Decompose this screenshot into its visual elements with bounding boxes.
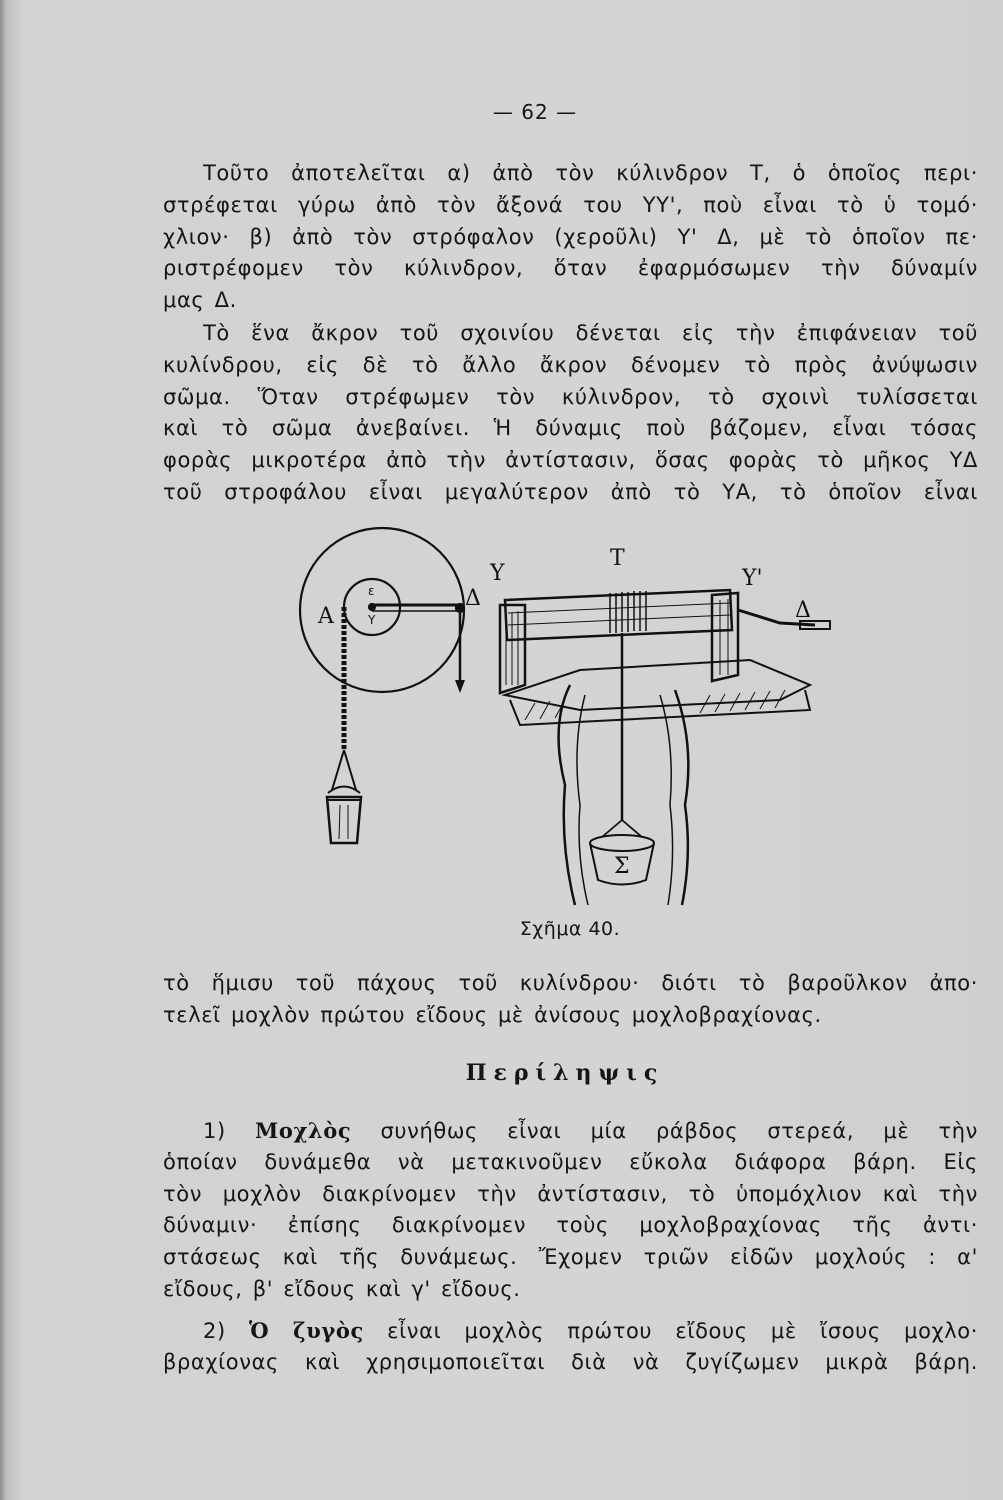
- windlass-cylinder: [505, 590, 732, 640]
- text-line: τὸν μοχλὸν διακρίνομεν τὴν ἀντίστασιν, τὸ ὑπομόχλιον καὶ τὴν: [163, 1181, 978, 1206]
- figure-windlass-illustration: [280, 525, 860, 920]
- text-line: τελεῖ μοχλὸν πρώτου εἴδους μὲ ἀνίσους μοχλοβραχίονας.: [163, 1002, 822, 1027]
- text-fragment: εἶναι μοχλὸς πρώτου εἴδους μὲ ἴσους μοχλο·: [387, 1319, 979, 1343]
- text-line: [163, 1115, 978, 1147]
- text-line: στάσεως καὶ τῆς δυνάμεως. Ἔχομεν τριῶν εἰδῶν μοχλούς : α': [163, 1245, 978, 1270]
- text-line: καὶ τὸ σῶμα ἀνεβαίνει. Ἡ δύναμις ποὺ βάζομεν, εἶναι τόσας: [163, 416, 978, 441]
- label-upsilon-left: Υ: [490, 561, 505, 586]
- text-line: δύναμιν· ἐπίσης διακρίνομεν τοὺς μοχλοβραχίονας τῆς ἀντι·: [163, 1213, 978, 1238]
- text-line: εἴδους, β' εἴδους καὶ γ' εἴδους.: [163, 1276, 521, 1301]
- text-line: ὁποίαν δυνάμεθα νὰ μετακινοῦμεν εὔκολα διάφορα βάρη. Εἰς: [163, 1149, 978, 1174]
- text-line: σῶμα. Ὅταν στρέφωμεν τὸν κύλινδρον, τὸ σχοινὶ τυλίσσεται: [163, 384, 978, 409]
- label-delta-left: Δ: [465, 586, 481, 611]
- text-line: Τὸ ἕνα ἄκρον τοῦ σχοινίου δένεται εἰς τὴν ἐπιφάνειαν τοῦ: [203, 321, 978, 345]
- text-line: χλιον· β) ἀπὸ τὸν στρόφαλον (χεροῦλι) Υ' Δ, μὲ τὸ ὁποῖον πε·: [163, 224, 978, 249]
- text-line: τοῦ στροφάλου εἶναι μεγαλύτερον ἀπὸ τὸ ΥΑ, τὸ ὁποῖον εἶναι: [163, 479, 978, 504]
- label-epsilon: ε: [368, 584, 375, 598]
- item-number: 1): [203, 1119, 226, 1143]
- label-A: Α: [318, 604, 334, 629]
- summary-heading: Περίληψις: [465, 1060, 665, 1086]
- right-post: [712, 593, 738, 681]
- well-hatching: [525, 690, 785, 720]
- text-line: φορὰς μικροτέρα ἀπὸ τὴν ἀντίστασιν, ὅσας φορὰς τὸ μῆκος ΥΔ: [163, 448, 978, 473]
- bold-term: Μοχλὸς: [255, 1118, 352, 1143]
- summary-item-scale: [163, 1315, 978, 1379]
- paragraph-windlass-parts: [163, 158, 978, 317]
- page-number: — 62 —: [492, 100, 578, 124]
- windlass-diagram: [500, 590, 830, 905]
- label-delta-right: Δ: [795, 598, 811, 623]
- text-fragment: συνήθως εἶναι μία ράβδος στερεά, μὲ τὴν: [380, 1119, 979, 1143]
- summary-item-lever: [163, 1115, 978, 1306]
- wheel-diagram: [300, 528, 465, 843]
- paragraph-rope-explanation: [163, 318, 978, 509]
- well-wall-right: [675, 690, 688, 905]
- label-upsilon-small: Υ: [368, 613, 376, 627]
- text-line: Τοῦτο ἀποτελεῖται α) ἀπὸ τὸν κύλινδρον Τ, ὁ ὁποῖος περι·: [203, 161, 978, 185]
- figure-caption: Σχῆμα 40.: [519, 918, 621, 940]
- well-wall-left: [559, 685, 575, 905]
- bucket-left: [327, 797, 361, 843]
- label-upsilon-right: Υ': [742, 566, 763, 591]
- label-sigma: Σ: [614, 854, 630, 879]
- text-line: στρέφεται γύρω ἀπὸ τὸν ἄξονά του ΥΥ', ποὺ εἶναι τὸ ὑ τομό·: [163, 192, 978, 217]
- text-line: κυλίνδρου, εἰς δὲ τὸ ἄλλο ἄκρον δένομεν τὸ πρὸς ἀνύψωσιν: [163, 352, 978, 377]
- label-tau: Τ: [610, 546, 625, 571]
- text-line: βραχίονας καὶ χρησιμοποιεῖται διὰ νὰ ζυγίζωμεν μικρὰ βάρη.: [163, 1349, 978, 1374]
- paragraph-lever-conclusion: [163, 968, 978, 1032]
- bold-term: Ὁ ζυγὸς: [249, 1318, 364, 1343]
- bucket-well: [590, 835, 654, 851]
- platform: [505, 660, 810, 710]
- text-line: τὸ ἥμισυ τοῦ πάχους τοῦ κυλίνδρου· διότι τὸ βαροῦλκον ἀπο·: [163, 971, 978, 995]
- text-line: μας Δ.: [163, 288, 237, 313]
- rope-coils: [610, 591, 646, 633]
- text-line: ριστρέφομεν τὸν κύλινδρον, ὅταν ἐφαρμόσωμεν τὴν δύναμίν: [163, 256, 978, 281]
- item-number: 2): [203, 1319, 226, 1343]
- text-line: [163, 1315, 978, 1347]
